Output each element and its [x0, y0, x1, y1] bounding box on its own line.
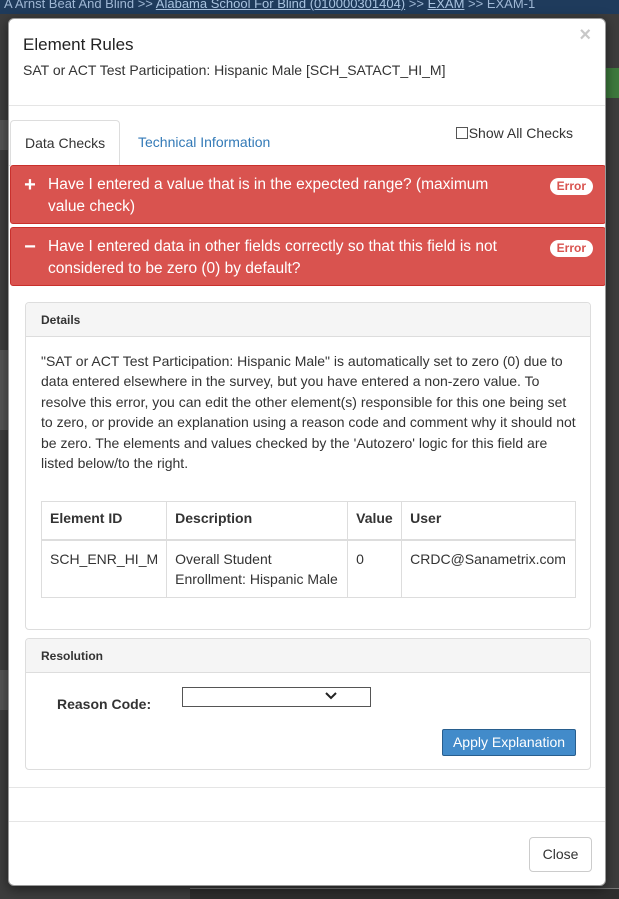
autozero-elements-table	[41, 501, 576, 598]
resolution-heading: Resolution	[26, 639, 590, 673]
element-rules-modal	[8, 18, 606, 886]
background-strip	[0, 350, 8, 430]
breadcrumb-school-link: Alabama School For Blind (010000301404)	[155, 0, 406, 11]
divider	[9, 787, 606, 788]
details-heading: Details	[26, 303, 590, 337]
cell-description: Overall Student Enrollment: Hispanic Male	[167, 540, 348, 598]
resolution-panel	[25, 638, 591, 770]
check-text: Have I entered a value that is in the expected range? (maximum value check)	[48, 176, 489, 215]
tab-data-checks[interactable]: Data Checks	[10, 120, 120, 166]
expand-plus-icon: +	[24, 174, 36, 196]
check-autozero[interactable]	[10, 227, 606, 286]
column-header-user: User	[402, 502, 576, 540]
breadcrumb-separator: >>	[408, 0, 424, 11]
column-header-value: Value	[348, 502, 402, 540]
background-breadcrumb	[0, 0, 619, 14]
tabs-row	[9, 120, 605, 166]
error-badge: Error	[550, 240, 593, 257]
close-icon[interactable]: ×	[579, 24, 591, 46]
cell-element-id: SCH_ENR_HI_M	[42, 540, 167, 598]
error-badge: Error	[550, 178, 593, 195]
show-all-checks-checkbox[interactable]	[456, 127, 468, 139]
details-text: "SAT or ACT Test Participation: Hispanic Male" is automatically set to zero (0) due to data entered elsewhere in the survey, but you have entered a non-zero value. To resolve this error, you can edit the other element(s) responsible for this one being set to zero, or provide an explanation using a reason code and comment why it should not be zero. The elements and values checked by the 'Autozero' logic for this field are listed below/to the right.	[41, 353, 576, 472]
background-footer-bar	[190, 888, 619, 899]
show-all-checks-label: Show All Checks	[468, 125, 573, 141]
modal-subtitle: SAT or ACT Test Participation: Hispanic Male [SCH_SATACT_HI_M]	[23, 62, 446, 78]
cell-user: CRDC@Sanametrix.com	[402, 540, 576, 598]
background-strip	[0, 670, 8, 710]
footer-divider	[9, 821, 606, 822]
close-button[interactable]: Close	[529, 837, 592, 872]
column-header-description: Description	[167, 502, 348, 540]
tab-technical-information[interactable]: Technical Information	[138, 134, 271, 150]
modal-title: Element Rules	[23, 35, 134, 54]
collapse-minus-icon: −	[24, 236, 36, 258]
reason-code-select[interactable]	[182, 687, 371, 707]
background-green-button	[605, 68, 619, 98]
column-header-element-id: Element ID	[42, 502, 167, 540]
table-row	[42, 540, 576, 598]
cell-value: 0	[348, 540, 402, 598]
check-text: Have I entered data in other fields correctly so that this field is not considered to be zero (0) by default?	[48, 238, 497, 277]
apply-explanation-button[interactable]: Apply Explanation	[442, 729, 576, 756]
show-all-checks[interactable]	[456, 125, 573, 141]
breadcrumb-prefix: A Arnst Beat And Blind >>	[4, 0, 153, 11]
reason-code-label: Reason Code:	[57, 696, 152, 712]
modal-header	[9, 19, 605, 106]
details-panel	[25, 302, 591, 630]
table-header-row	[42, 502, 576, 540]
breadcrumb-tail: >> EXAM-1	[468, 0, 536, 11]
chevron-down-icon	[323, 687, 339, 703]
breadcrumb-section-link: EXAM	[427, 0, 465, 11]
check-max-value[interactable]	[10, 165, 606, 224]
background-strip	[0, 120, 8, 150]
